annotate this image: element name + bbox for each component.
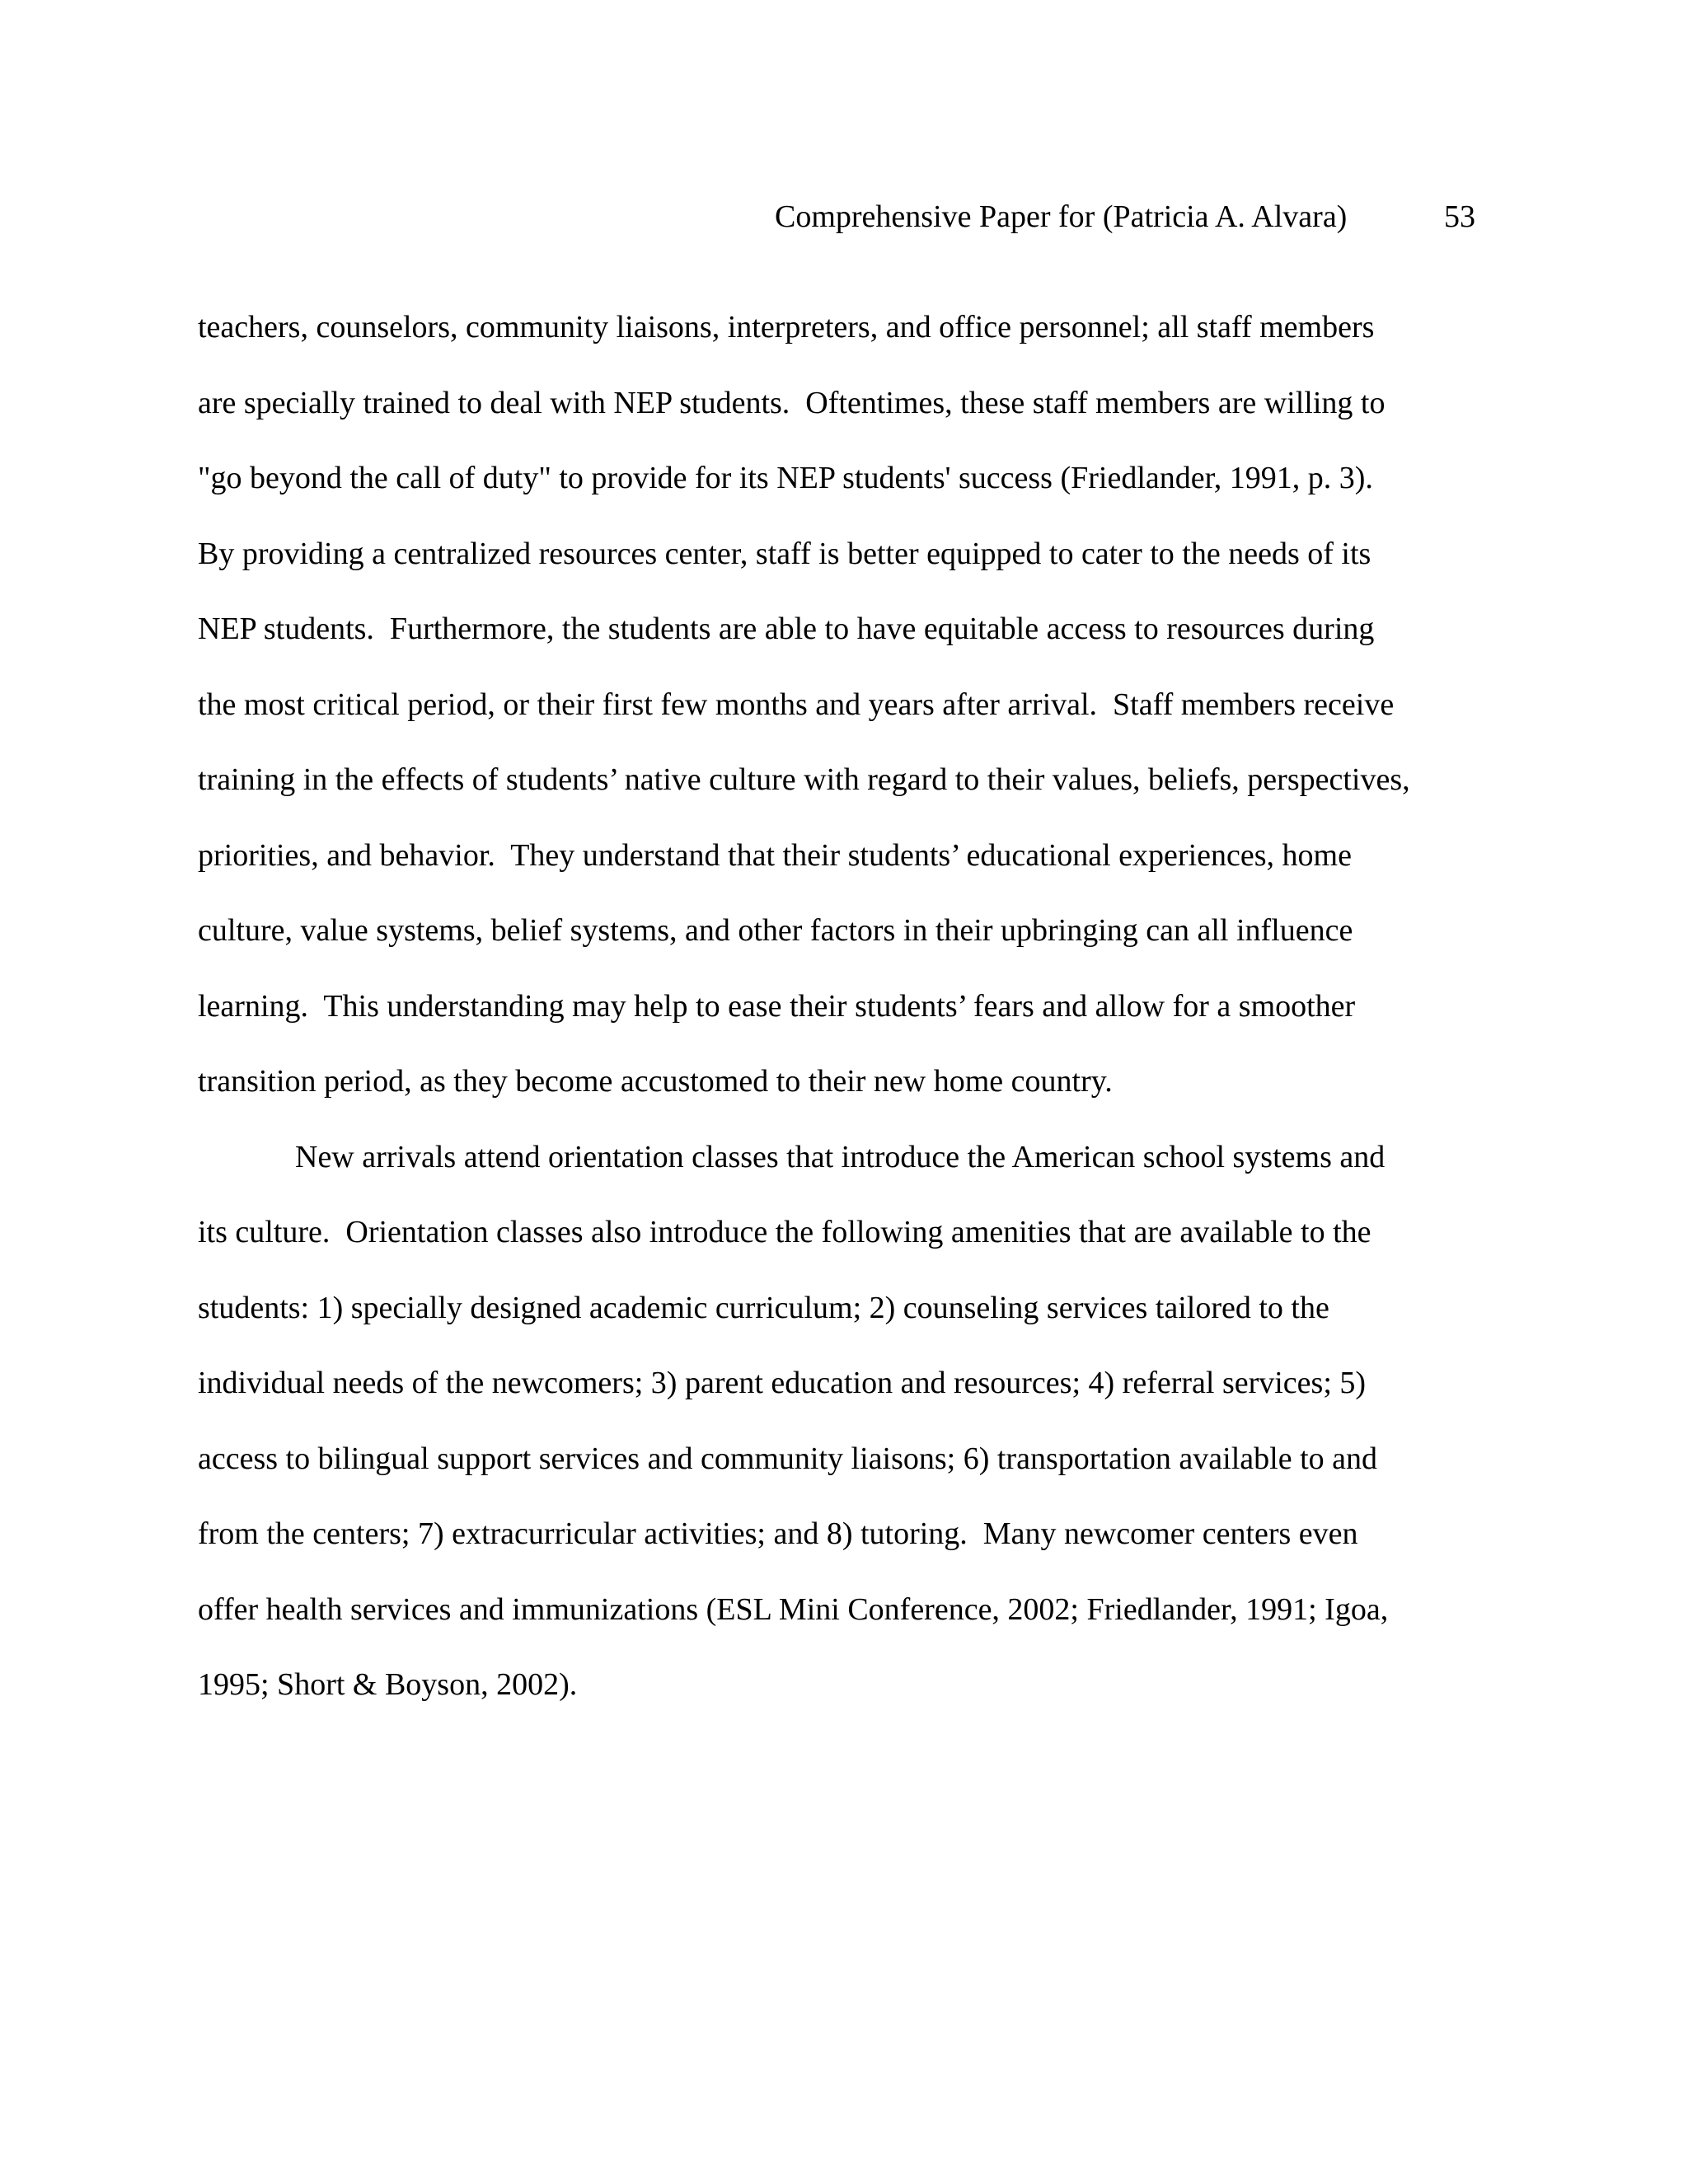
text-line: transition period, as they become accustomed to their new home country. — [198, 1064, 1113, 1099]
text-line: By providing a centralized resources center, staff is better equipped to cater to the needs of its — [198, 536, 1372, 571]
text-line: the most critical period, or their first few months and years after arrival. Staff members receive — [198, 687, 1395, 722]
paragraph-1 — [198, 290, 1500, 1120]
text-line: are specially trained to deal with NEP students. Oftentimes, these staff members are willing to — [198, 385, 1386, 420]
text-line: culture, value systems, belief systems, and other factors in their upbringing can all influence — [198, 913, 1353, 948]
page-number: 53 — [1444, 199, 1475, 234]
text-line: its culture. Orientation classes also introduce the following amenities that are available to the — [198, 1215, 1372, 1249]
text-line: teachers, counselors, community liaisons, interpreters, and office personnel; all staff members — [198, 310, 1375, 344]
text-line: 1995; Short & Boyson, 2002). — [198, 1667, 578, 1702]
text-line: access to bilingual support services and community liaisons; 6) transportation available to and — [198, 1441, 1377, 1476]
text-line: NEP students. Furthermore, the students are able to have equitable access to resources during — [198, 612, 1375, 646]
text-line: from the centers; 7) extracurricular activities; and 8) tutoring. Many newcomer centers even — [198, 1516, 1358, 1551]
running-head — [775, 196, 1475, 237]
text-line: individual needs of the newcomers; 3) parent education and resources; 4) referral services; 5) — [198, 1366, 1367, 1400]
text-line: learning. This understanding may help to ease their students’ fears and allow for a smoother — [198, 988, 1356, 1024]
text-line: priorities, and behavior. They understand that their students’ educational experiences, home — [198, 837, 1352, 873]
text-line-indented: New arrivals attend orientation classes that introduce the American school systems and — [295, 1139, 1386, 1174]
running-head-title: Comprehensive Paper for (Patricia A. Alvara) — [775, 199, 1348, 234]
paragraph-2 — [198, 1120, 1500, 1723]
text-line: "go beyond the call of duty" to provide for its NEP students' success (Friedlander, 1991, p. 3). — [198, 461, 1373, 495]
text-line: training in the effects of students’ native culture with regard to their values, beliefs, perspectives, — [198, 762, 1410, 797]
text-line: offer health services and immunizations (ESL Mini Conference, 2002; Friedlander, 1991; Igoa, — [198, 1591, 1389, 1627]
text-line: students: 1) specially designed academic curriculum; 2) counseling services tailored to the — [198, 1290, 1329, 1325]
body-text — [198, 290, 1500, 1723]
